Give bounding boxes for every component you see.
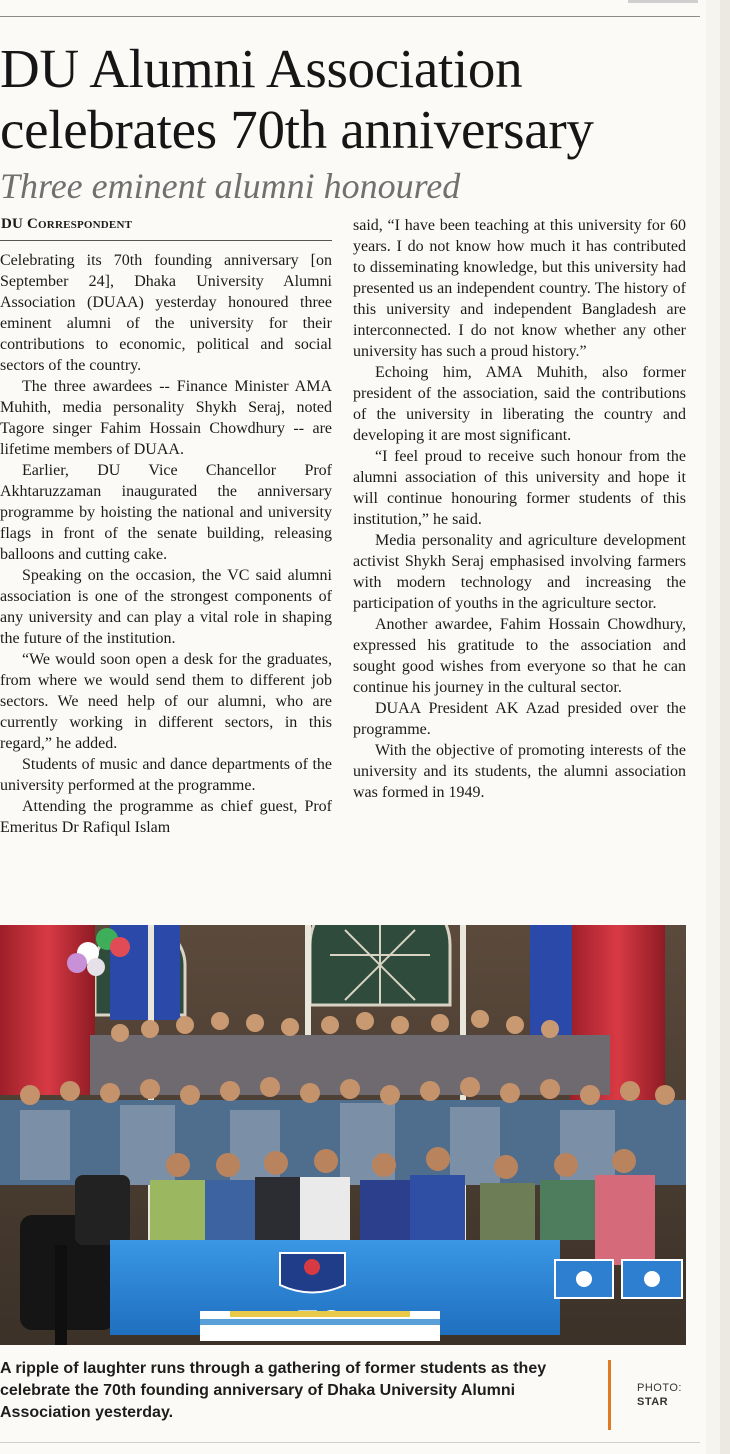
arched-window [310,925,450,1005]
photo-caption: A ripple of laughter runs through a gathering of former students as they celebrate the 70th founding anniversary of Dhaka University Alumni Association yesterday. [0,1360,547,1421]
photo-credit-source: STAR [637,1396,669,1408]
bottom-rule [0,1442,700,1443]
headline: DU Alumni Association celebrates 70th anniversary [0,38,594,160]
article-column-1 [0,250,332,838]
paragraph: Speaking on the occasion, the VC said alumni association is one of the strongest components of any university and can play a vital role in shaping the future of the institution. [0,567,332,647]
top-edge-mark [628,0,698,3]
subheadline: Three eminent alumni honoured [0,166,461,206]
article-column-2 [353,215,686,803]
paragraph: Another awardee, Fahim Hossain Chowdhury, expressed his gratitude to the association and sought good wishes from everyone so that he can continue his journey in the cultural sector. [353,616,686,696]
paragraph: DUAA President AK Azad presided over the programme. [353,700,686,738]
paragraph: With the objective of promoting interests of the university and its students, the alumni association was formed in 1949. [353,742,686,801]
paragraph: Echoing him, AMA Muhith, also former president of the association, said the contributions of the university in liberating the country and developing it are most significant. [353,364,686,444]
photo-credit-label: PHOTO: [637,1382,682,1394]
crowd-photo-illustration [0,925,686,1345]
byline-rule [0,240,332,241]
news-photo [0,925,686,1345]
paragraph: Earlier, DU Vice Chancellor Prof Akhtaruzzaman inaugurated the anniversary programme by hoisting the national and university flags in front of the senate building, releasing balloons and cutting cake. [0,462,332,563]
anniversary-cake [200,1311,440,1341]
photo-credit [637,1381,682,1409]
caption-accent-bar [608,1360,611,1430]
paragraph: “We would soon open a desk for the graduates, from where we would send them to different job sectors. We need help of our alumni, who are currently working in different sectors, in this regard,” he added. [0,651,332,752]
top-rule [0,16,700,17]
paragraph: Celebrating its 70th founding anniversary [on September 24], Dhaka University Alumni Association (DUAA) yesterday honoured three eminent alumni of the university for their contributions to economic, political and social sectors of the country. [0,252,332,374]
paragraph: said, “I have been teaching at this university for 60 years. I do not know how much it has contributed to disseminating knowledge, but this university had presented us an independent country. The history of this university and independent Bangladesh are interconnected. I do not know whether any other university has such a proud history.” [353,217,686,360]
byline: DU Correspondent [1,216,133,232]
paragraph: “I feel proud to receive such honour from the alumni association of this university and hope it will continue honouring former students of this institution,” he said. [353,448,686,528]
paragraph: Media personality and agriculture development activist Shykh Seraj emphasised involving farmers with modern technology and increasing the participation of youths in the agriculture sector. [353,532,686,612]
crowd-middle-row [0,1077,686,1185]
paragraph: Attending the programme as chief guest, Prof Emeritus Dr Rafiqul Islam [0,798,332,836]
paragraph: Students of music and dance departments of the university performed at the programme. [0,756,332,794]
paragraph: The three awardees -- Finance Minister AMA Muhith, media personality Shykh Seraj, noted Tagore singer Fahim Hossain Chowdhury -- are lifetime members of DUAA. [0,378,332,458]
page-gutter [720,0,730,1454]
